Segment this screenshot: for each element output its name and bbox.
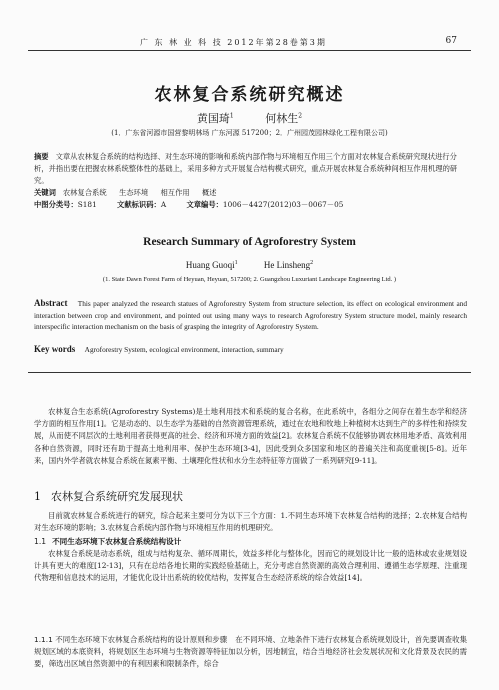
subsection-heading: 1.1 不同生态环境下农林复合系统结构设计 [34, 537, 182, 546]
abstract-label: 摘要 [34, 152, 49, 161]
affiliation-chinese: (1．广东省河源市国营黎明林场 广东河源 517200；2．广州园茂园林绿化工程有限公司) [111, 129, 388, 137]
section-rule [28, 372, 471, 373]
abstract-text: 文章从农林复合系统的结构选择、对生态环境的影响和系统内部作物与环境相互作用三个方面对农林复合系统研究现状进行分析，并指出要在把握农林系统整体性的基础上，采用多种方式开展复合结构模式研究，重点开展农林复合系统种间相互作用机理的研究。 [34, 152, 458, 185]
authors-english [0, 260, 499, 270]
header-rule [28, 50, 471, 51]
abstract-english [34, 298, 467, 333]
keyword: 相互作用 [160, 188, 190, 197]
author: 何林生$^2$ [265, 112, 303, 125]
title-english: Research Summary of Agroforestry System [143, 236, 356, 248]
keywords-chinese [34, 188, 467, 198]
abstract-chinese [34, 151, 467, 187]
abstract-text: This paper analyzed the research statues of Agroforestry System from structure selection, its effect on ecological environment and interaction between crop and environment, and pointed out using many ways to research Agroforestry System structure model, mainly research interspecific interaction mechanism on the basis of grasping the integrity of Agroforestry System. [34, 299, 467, 331]
classification-line: 中图分类号：S181 文献标识码：A 文章编号：1006－4427(2012)03－0067－05 [34, 200, 344, 209]
journal-name: 广 东 林 业 科 技 2012年第28卷第3期 [140, 38, 327, 47]
affiliation-english: (1. State Dawn Forest Farm of Heyuan, Heyuan, 517200; 2. Guangzhou Luxuriant Landscape Engineering Ltd. ) [102, 276, 397, 283]
running-header [0, 34, 499, 48]
author: He Linsheng$^2$ [263, 260, 314, 270]
subsubsection-heading: 1.1.1 不同生态环境下农林复合系统结构的设计原则和步骤 [34, 635, 228, 644]
keywords-text: Agroforestry System, ecological environment, interaction, summary [84, 345, 284, 354]
keywords-label: 关键词 [34, 188, 56, 197]
keyword: 农林复合系统 [62, 188, 107, 197]
author: Huang Guoqi$^1$ [185, 260, 238, 270]
clc-code: S181 [77, 200, 97, 209]
title-chinese: 农林复合系统研究概述 [154, 85, 345, 105]
page-number: 67 [445, 36, 457, 46]
section-paragraph: 目前就农林复合系统进行的研究，综合起来主要可分为以下三个方面：1.不同生态环境下农林复合结构的选择；2.农林复合结构对生态环境的影响；3.农林复合系统内部作物与环境相互作用的机理研究。 [34, 511, 467, 533]
subsubsection-paragraph: 1.1.1 不同生态环境下农林复合系统结构的设计原则和步骤 在不同环境、立地条件下进行农林复合系统规划设计，首先要调查收集规划区域的本底资料，将规划区生态环境与生物资源等特征加以分析，因地制宜，结合当地经济社会发展状况和文化背景及农民的需要，筛选出区域自然资源中的有利因素和限制条件，综合 [34, 635, 467, 669]
authors-chinese [0, 110, 499, 126]
article-number: 1006－4427(2012)03－0067－05 [222, 200, 344, 209]
author: 黄国琦$^1$ [196, 112, 234, 125]
keyword: 概述 [202, 188, 217, 197]
keywords-label: Key words [34, 344, 76, 354]
abstract-label: Abstract [34, 298, 68, 308]
keywords-english [34, 344, 467, 354]
subsection-paragraph: 农林复合系统是动态系统，组成与结构复杂、循环周期长，效益多样化与整体化，因而它的规划设计比一般的造林或农业规划设计具有更大的难度[12-13]，只有在总结各地长期的实践经验基础上，充分考虑自然资源的高效合理利用、遵循生态学原理、注重现代物理和信息技术的运用，才能优化设计出系统的较优结构，发挥复合生态经济系统的综合效益[14]。 [34, 549, 467, 583]
intro-paragraph: 农林复合生态系统(Agroforestry Systems)是土地利用技术和系统的复合名称，在此系统中，各组分之间存在着生态学和经济学方面的相互作用[1]。它是动态的、以生态学为基础的自然资源管理系统，通过在农地和牧地上种植树木达到生产的多样性和持续发展，从而使不同层次的土地利用者获得更高的社会、经济和环境方面的效益[2]。农林复合系统不仅能够协调农林用地矛盾、高效利用各种自然资源，同时还有助于提高土地利用率、保护生态环境[3-4]，因此受到众多国家和地区的普遍关注和高度重视[5-8]。近年来，国内外学者就农林复合系统在氮素平衡、土壤理化性状和水分生态特征等方面做了一系列研究[9-11]。 [34, 407, 467, 465]
section-heading: 1 农林复合系统研究发展现状 [34, 490, 183, 503]
doc-code: A [160, 200, 167, 209]
keyword: 生态环境 [118, 188, 149, 197]
